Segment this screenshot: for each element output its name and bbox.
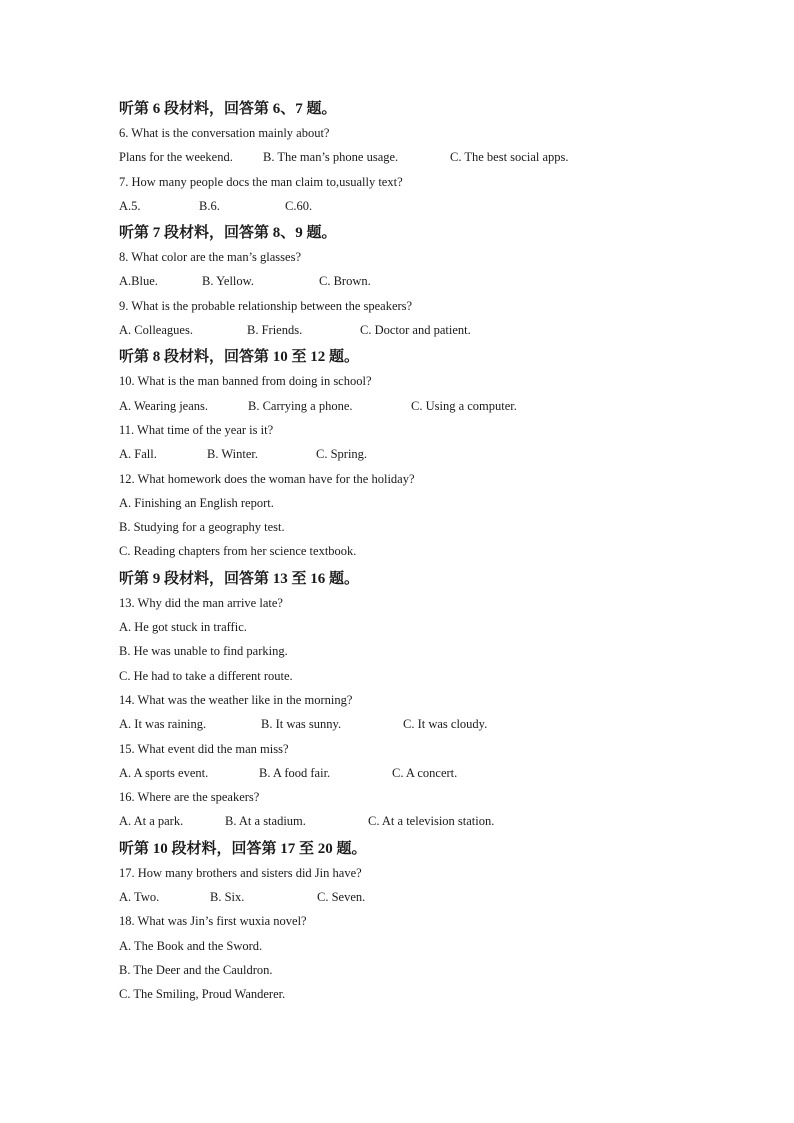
option-b: B. Winter. xyxy=(207,447,259,462)
question-text: 17. How many brothers and sisters did Jin have? xyxy=(119,865,362,880)
options-row xyxy=(119,318,719,342)
question-text: 10. What is the man banned from doing in school? xyxy=(119,374,372,389)
question-text: 14. What was the weather like in the morning? xyxy=(119,692,353,707)
option-line: C. Reading chapters from her science textbook. xyxy=(119,544,357,559)
question-text: 12. What homework does the woman have for the holiday? xyxy=(119,471,415,486)
option-c: C. Doctor and patient. xyxy=(360,323,471,338)
question-text: 16. Where are the speakers? xyxy=(119,790,260,805)
options-row xyxy=(119,885,719,909)
question-text: 15. What event did the man miss? xyxy=(119,741,289,756)
option-b: B.6. xyxy=(199,198,220,213)
options-row xyxy=(119,145,719,169)
section-heading: 听第 9 段材料，回答第 13 至 16 题。 xyxy=(119,570,360,587)
option-a: A. At a park. xyxy=(119,814,184,829)
option-a: A. Wearing jeans. xyxy=(119,398,209,413)
option-c: C. Spring. xyxy=(316,447,368,462)
option-a: A. It was raining. xyxy=(119,717,207,732)
options-row xyxy=(119,442,719,466)
question-text: 8. What color are the man’s glasses? xyxy=(119,250,302,265)
option-c: C.60. xyxy=(285,198,313,213)
question-text: 9. What is the probable relationship between the speakers? xyxy=(119,298,413,313)
options-row xyxy=(119,712,719,736)
option-c: C. Using a computer. xyxy=(411,398,517,413)
option-line: A. The Book and the Sword. xyxy=(119,938,263,953)
options-row xyxy=(119,761,719,785)
option-line: A. Finishing an English report. xyxy=(119,495,274,510)
options-row xyxy=(119,394,719,418)
option-c: C. A concert. xyxy=(392,765,458,780)
option-a: A. Colleagues. xyxy=(119,323,193,338)
option-line: C. The Smiling, Proud Wanderer. xyxy=(119,987,286,1002)
options-row xyxy=(119,809,719,833)
option-b: B. Carrying a phone. xyxy=(248,398,353,413)
option-a: A.Blue. xyxy=(119,274,158,289)
section-heading: 听第 7 段材料，回答第 8、9 题。 xyxy=(119,225,337,242)
option-b: B. A food fair. xyxy=(259,765,331,780)
option-b: B. Yellow. xyxy=(202,274,254,289)
option-a: A.5. xyxy=(119,198,141,213)
question-text: 7. How many people docs the man claim to,usually text? xyxy=(119,174,403,189)
option-c: C. Brown. xyxy=(319,274,371,289)
option-line: A. He got stuck in traffic. xyxy=(119,620,247,635)
option-line: B. The Deer and the Cauldron. xyxy=(119,962,273,977)
option-a: A. A sports event. xyxy=(119,765,209,780)
option-a: Plans for the weekend. xyxy=(119,150,233,165)
listening-questions xyxy=(119,94,719,1007)
question-text: 6. What is the conversation mainly about? xyxy=(119,126,330,140)
option-b: B. At a stadium. xyxy=(225,814,306,829)
option-b: B. The man’s phone usage. xyxy=(263,150,399,165)
question-text: 18. What was Jin’s first wuxia novel? xyxy=(119,914,307,929)
options-row xyxy=(119,194,719,218)
option-line: C. He had to take a different route. xyxy=(119,668,293,683)
option-b: B. Friends. xyxy=(247,323,303,338)
option-c: C. At a television station. xyxy=(368,814,495,829)
option-c: C. It was cloudy. xyxy=(403,717,488,732)
option-b: B. Six. xyxy=(210,890,245,905)
option-b: B. It was sunny. xyxy=(261,717,342,732)
option-c: C. Seven. xyxy=(317,890,366,905)
section-heading: 听第 10 段材料，回答第 17 至 20 题。 xyxy=(119,840,367,857)
question-text: 11. What time of the year is it? xyxy=(119,422,274,437)
section-heading: 听第 8 段材料，回答第 10 至 12 题。 xyxy=(119,349,360,366)
options-row xyxy=(119,269,719,293)
option-c: C. The best social apps. xyxy=(450,150,569,165)
option-line: B. He was unable to find parking. xyxy=(119,644,288,659)
option-a: A. Fall. xyxy=(119,447,157,462)
section-heading: 听第 6 段材料，回答第 6、7 题。 xyxy=(119,101,337,117)
option-a: A. Two. xyxy=(119,890,160,905)
option-line: B. Studying for a geography test. xyxy=(119,520,285,535)
question-text: 13. Why did the man arrive late? xyxy=(119,595,283,610)
